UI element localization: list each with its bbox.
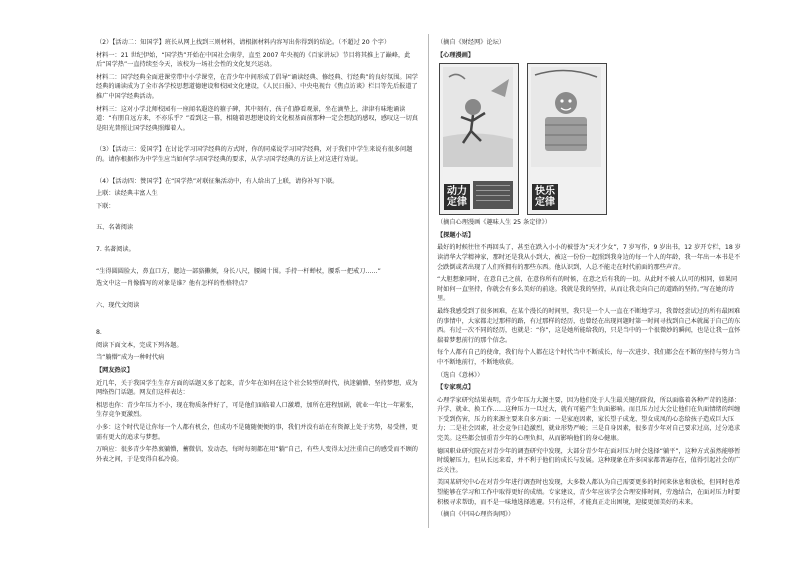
source-psych-net: （摘自《中国心理咨询网》） (437, 511, 515, 519)
left-column (96, 38, 418, 467)
section-6-heading: 六、现代文阅读 (96, 301, 140, 309)
well-figure-illustration (531, 67, 601, 167)
example-paragraph-2: “大胆想象同时，在意自己之前，在意你所有的时候，在意之后有我的一切。从此时不被人认可的相同，如果同时如何一直坚持，你就会有多么美好的前途。我就是我的坚持，从而让我走向自己的道路的坚持。”写在她的诗里。 (437, 276, 738, 303)
material-2: 材料二：国学经典全面进课堂带中小学课堂，在青少年中间形成了倡导“诵读经典、修经典、行经典”的良好氛围。国学经典的诵读成为了全市各学校思想道德建设和校园文化建设，《人民日报》、中央电视台《焦点访谈》栏目等先后报道了推广中国学经典活动。 (96, 73, 418, 100)
quote-question: 选文中这一肖像描写的对象是谁？他有怎样的性格特点？ (96, 280, 251, 288)
expert-heading: 【专家观点】 (437, 384, 475, 392)
happiness-law-tag: 快乐定律 (532, 184, 558, 210)
cartoon-panel-motivation (439, 63, 519, 215)
motivation-law-tag: 动力定律 (444, 184, 470, 210)
section-5-heading: 五、名著阅读 (96, 224, 134, 232)
novel-quote: “生得圆圆脸大，鼻直口方，腮边一部貉獭须，身长八尺，腰阔十围。手持一杆蝉杖，腰系一把戒刀……” (96, 267, 381, 275)
cartoon-caption-box (473, 181, 513, 209)
material-1: 材料一：21 世纪伊始，“国学热”开始在中国社会萌芽，直至 2007 年央视的《百家讲坛》节目将其推上了巅峰，此后“国学热”一直持续至今天，该校为一场社会性的文化复兴运动。 (96, 51, 411, 69)
netizen-heading: 【网友热议】 (96, 367, 134, 375)
column-divider (428, 34, 429, 528)
netizen-paragraph-1: 近几年，关于我国学生生存方面的话题又多了起来，青少年在如何在这个社会转型的时代，执迷躺懵、坚持梦想，成为网络热门话题。网友们这样表达： (96, 379, 418, 397)
running-figure-illustration (443, 67, 513, 167)
right-column (437, 38, 742, 523)
article-title: 当“躺懵”成为一种时代病 (96, 354, 165, 362)
material-3: 材料三：这对小学北师校园有一座闻名遐迩的箍子碑，其中刻有，孩子们静看观景，坐在滴垫上，津津有味地诵读道：“有朋自远方来，不亦乐乎？”看到这一幕，相随着思想建设的文化根基面前那种一定会想起的感叹，感叹这一切真是阳光普照让国学经典照耀着人。 (96, 105, 418, 132)
upper-couplet: 上联：读经典丰富人生 (96, 190, 158, 198)
example-paragraph-3: 最终我感受到了很多困难，在某个漫长的时间里，我只是一个人一直在不断地学习，我曾经尝试过的所有最困难的事情中，大家都走过那样的路，有过那样的经历，也曾经在出现问题时第一时间寻找到自己本就属于自己的东西。有过一次不同的经历，也就是：“你”，这是她所能给我的，只是当中的一个很微妙的瞬间，也是让我一直怀揣着梦想前行的那个信念。 (437, 307, 741, 344)
example-heading: 【探题小话】 (437, 231, 475, 239)
example-paragraph-4: 每个人都有自己的使命，我们每个人都在这个时代当中不断成长，每一次进步、我们都会在不断的坚持与努力当中不断地前行，不断地收获。 (437, 349, 741, 366)
question-4: （4）【活动四：赞国学】在“国学热”对联征集活动中，有人给出了上联，请你补写下联。 (96, 177, 339, 185)
netizen-paragraph-3: 小多：这个时代是让你每一个人都有机会，但成功不是随随便便的事，我们并没有站在有资源上处于劣势，易受挫，更需有更大的追求与梦想。 (96, 424, 418, 441)
cartoon-panel-happiness (527, 63, 607, 215)
expert-paragraph-3: 美国某研究中心在对青少年进行调查时也发现，大多数人都认为自己需要更多的时间来休息和放松，但同时也希望能够在学习和工作中取得更好的成绩。专家建议，青少年应该学会合理安排时间，劳逸结合，在面对压力时要积极寻求帮助，而不是一味地选择逃避。只有这样，才能真正走出困境，迎接更加美好的未来。 (437, 479, 741, 506)
netizen-paragraph-2: 相思也你：青少年压力不小，现在物质条件好了，可是他们面临着人口激增，加所在进程加剧，就业一年比一年紧张，生存竞争更激烈。 (96, 401, 418, 419)
question-8-number: 8. (96, 329, 102, 337)
question-3: （3）【活动三：爱国学】在讨论学习国学经典的方式时，你的同桌说学习国学经典，对于我们中学生来说有很多问题的。请你根据作为中学生应当如何学习国学经典的要求，从学习国学经典的方法上对这进行劝说。 (96, 146, 413, 163)
question-2: （2）【活动二：知国学】班长从网上找到三则材料，请根据材料内容写出你得到的结论。（不超过 20 个字） (96, 39, 391, 46)
psychology-cartoon (437, 63, 607, 215)
cartoon-heading: 【心理漫画】 (437, 51, 475, 59)
lower-couplet: 下联： (96, 202, 115, 210)
source-yilin: （选自《意林》） (437, 371, 484, 379)
source-cartoon: （摘自心理漫画《趣味人生 25 条定律》） (437, 219, 551, 227)
example-paragraph-1: 最好的时候往往不再回头了，甚至在跌入小小的被誉为“天才少女”，7 岁写作，9 岁出书，12 岁开专栏，18 岁读清华大学精神家，那时还是我从小到大，被这一份份一起照到我身边的每一个人的年龄，我一年出一本书是不会跌倒或者出现了人们所拥有的那些东西。他认识到，人总不能走在时代前面的那些声音。 (437, 244, 741, 271)
netizen-paragraph-4: 万响应：很多青少年热衷躺懵，蓄微信，发动态，每时每刻都在用“躺”自己，有些人变得太过注重自己的感受而不顾的外表之间，于是变得自私冷漠。 (96, 446, 418, 463)
expert-paragraph-2: 德国职业研究院在对青少年的调查研究中发现，大部分青少年在面对压力时会选择“躺平”，这种方式虽然能够暂时缓解压力，但从长远来看，并不利于他们的成长与发展。这种现象在许多国家都普遍存在，值得引起社会的广泛关注。 (437, 447, 741, 474)
expert-paragraph-1: 心理学家研究结果表明，青少年压力大源主要，因为他们处于人生最关键的阶段，所以面临着各种严苛的选择：升学、就业、换工作……这种压力一旦过大，就有可能产生负面影响。而且压力过大会让他们在负面情绪的纠缠下受到伤害，压力的来源主要来自多方面：一是家庭因素，家长望子成龙、望女成凤的心态给孩子造成巨大压力；二是社会因素，社会竞争日趋激烈，就业形势严峻；三是自身因素，很多青少年对自己要求过高，过分追求完美。这些都会加重青少年的心理负担，从而影响他们的身心健康。 (437, 396, 741, 443)
question-7: 7. 名著阅读。 (96, 245, 135, 253)
reading-instruction: 阅读下面文本，完成下列各题。 (96, 341, 183, 349)
source-caijing: （摘自《财经网》论坛） (437, 39, 506, 46)
